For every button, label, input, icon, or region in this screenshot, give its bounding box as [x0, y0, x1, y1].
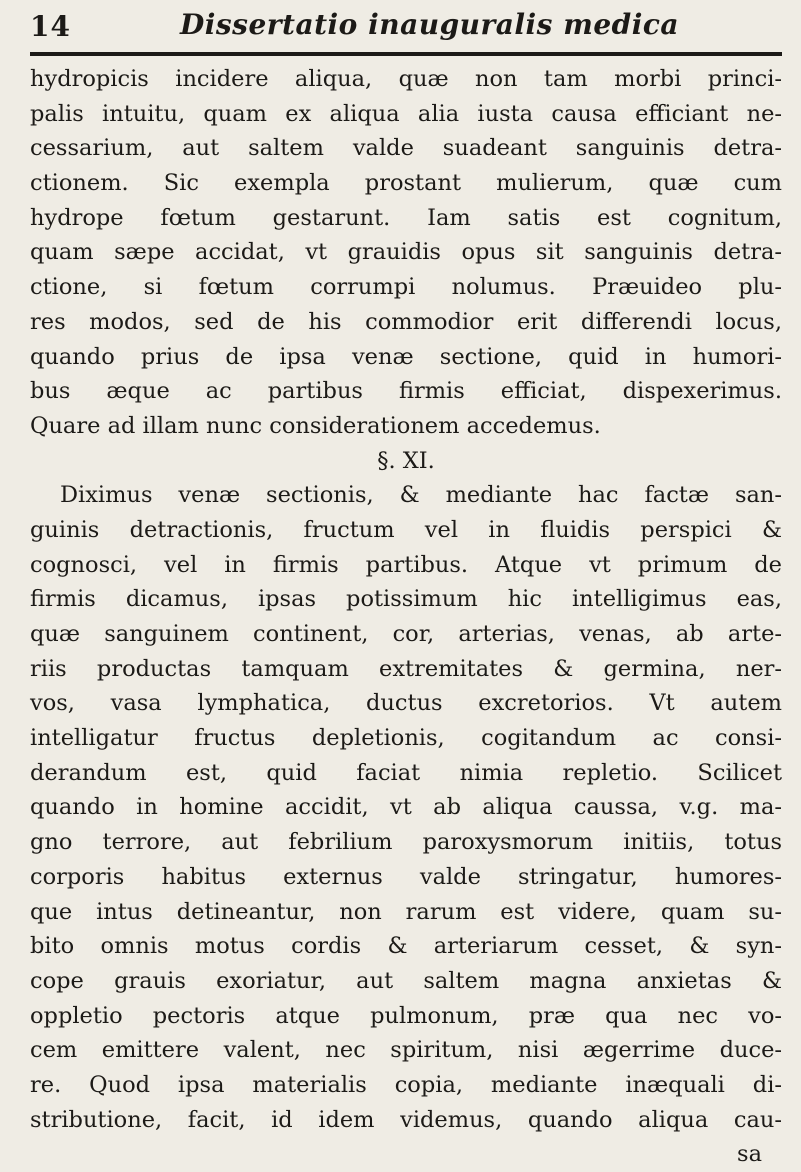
body-text — [30, 62, 782, 1172]
page-header — [30, 2, 782, 50]
text-line: guinis detractionis, fructum vel in fluidis perspici & — [30, 516, 782, 543]
text-line: vos, vasa lymphatica, ductus excretorios. Vt autem — [30, 690, 782, 717]
text-line: bus æque ac partibus firmis efficiat, dispexerimus. — [30, 378, 782, 405]
text-line: ctionem. Sic exempla prostant mulierum, quæ cum — [30, 170, 782, 197]
text-line: quam sæpe accidat, vt grauidis opus sit sanguinis detra- — [30, 239, 782, 266]
text-line: derandum est, quid faciat nimia repletio. Scilicet — [30, 759, 782, 786]
text-line: corporis habitus externus valde stringatur, humores- — [30, 863, 782, 890]
page-number: 14 — [30, 10, 71, 43]
text-line: palis intuitu, quam ex aliqua alia iusta causa efficiant ne- — [30, 100, 782, 127]
text-line: stributione, facit, id idem videmus, quando aliqua cau- — [30, 1106, 782, 1133]
running-title: Dissertatio inauguralis medica — [180, 8, 680, 41]
text-line: cope grauis exoriatur, aut saltem magna anxietas & — [30, 967, 782, 994]
text-line: ctione, si fœtum corrumpi nolumus. Præuideo plu- — [30, 274, 782, 301]
text-line: quæ sanguinem continent, cor, arterias, venas, ab arte- — [30, 621, 782, 647]
text-line: res modos, sed de his commodior erit differendi locus, — [30, 308, 782, 335]
text-line: cognosci, vel in firmis partibus. Atque vt primum de — [30, 551, 782, 578]
text-line: Quare ad illam nunc considerationem accedemus. — [30, 412, 601, 439]
text-line: gno terrore, aut febrilium paroxysmorum initiis, totus — [30, 829, 782, 856]
text-line: cessarium, aut saltem valde suadeant sanguinis detra- — [30, 135, 782, 162]
text-line: firmis dicamus, ipsas potissimum hic intelligimus eas, — [30, 586, 782, 613]
paragraph-1 — [30, 62, 782, 444]
paragraph-2 — [30, 478, 782, 1137]
text-line: oppletio pectoris atque pulmonum, præ qua nec vo- — [30, 1002, 782, 1029]
text-line: hydropicis incidere aliqua, quæ non tam morbi princi- — [30, 66, 782, 92]
text-line: re. Quod ipsa materialis copia, mediante inæquali di- — [30, 1071, 782, 1098]
text-line: quando in homine accidit, vt ab aliqua caussa, v.g. ma- — [30, 794, 782, 821]
text-line: que intus detineantur, non rarum est videre, quam su- — [30, 898, 782, 925]
text-line: cem emittere valent, nec spiritum, nisi ægerrime duce- — [30, 1037, 782, 1064]
section-heading: §. XI. — [377, 447, 435, 474]
text-line: hydrope fœtum gestarunt. Iam satis est cognitum, — [30, 204, 782, 231]
text-line: intelligatur fructus depletionis, cogitandum ac consi- — [30, 725, 782, 752]
text-line: quando prius de ipsa venæ sectione, quid in humori- — [30, 343, 782, 370]
header-rule — [30, 52, 782, 56]
text-line: bito omnis motus cordis & arteriarum cesset, & syn- — [30, 933, 782, 960]
text-line: Diximus venæ sectionis, & mediante hac factæ san- — [60, 482, 782, 509]
catchword: sa — [737, 1141, 762, 1168]
text-line: riis productas tamquam extremitates & germina, ner- — [30, 655, 782, 682]
